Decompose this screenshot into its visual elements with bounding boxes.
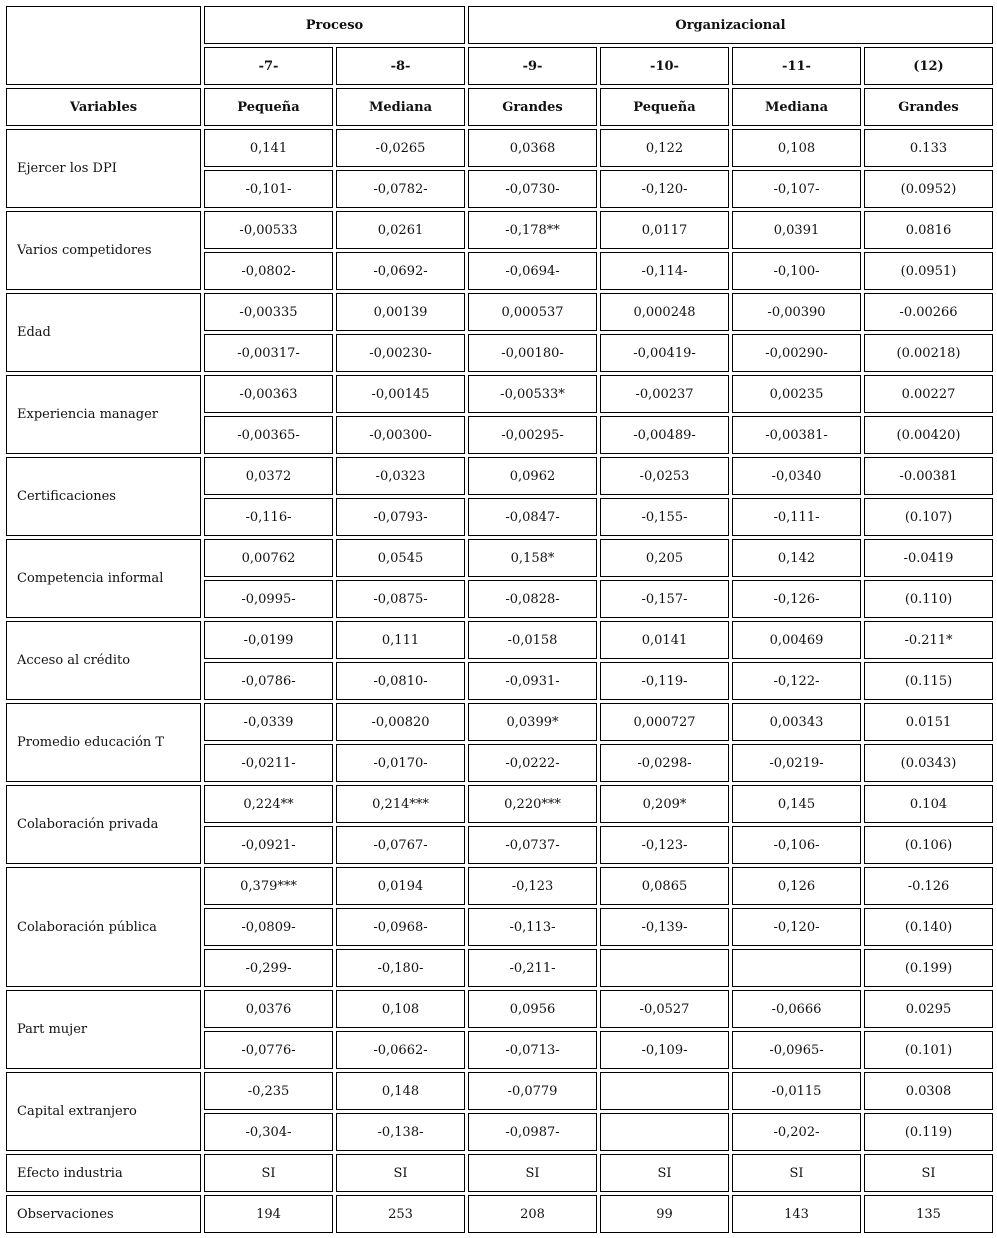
std-error-cell: -0,00365-	[204, 416, 333, 454]
variable-label: Part mujer	[6, 990, 201, 1069]
std-error-cell: -0,0802-	[204, 252, 333, 290]
std-error-cell: -0,0694-	[468, 252, 597, 290]
column-number-header: (12)	[864, 47, 993, 85]
std-error-cell: -0,00317-	[204, 334, 333, 372]
std-error-cell: (0.00420)	[864, 416, 993, 454]
table-row	[6, 129, 993, 167]
column-number-header: -9-	[468, 47, 597, 85]
variable-label: Acceso al crédito	[6, 621, 201, 700]
coefficient-cell	[600, 1072, 729, 1110]
variable-label: Colaboración privada	[6, 785, 201, 864]
coefficient-cell: -0.0419	[864, 539, 993, 577]
coefficient-cell: 0,0372	[204, 457, 333, 495]
coefficient-cell: 0,0962	[468, 457, 597, 495]
coefficient-cell: 0,0399*	[468, 703, 597, 741]
std-error-cell: -0,0730-	[468, 170, 597, 208]
table-row	[6, 1072, 993, 1110]
coefficient-cell: 135	[864, 1195, 993, 1233]
coefficient-cell: 0,0141	[600, 621, 729, 659]
std-error-cell: (0.0343)	[864, 744, 993, 782]
size-header: Mediana	[336, 88, 465, 126]
coefficient-cell: 0,00762	[204, 539, 333, 577]
variable-label: Observaciones	[6, 1195, 201, 1233]
std-error-cell: -0,0987-	[468, 1113, 597, 1151]
std-error-cell: -0,299-	[204, 949, 333, 987]
coefficient-cell: -0,00533	[204, 211, 333, 249]
coefficient-cell: -0,0158	[468, 621, 597, 659]
coefficient-cell: 0,000537	[468, 293, 597, 331]
coefficient-cell: 0,0545	[336, 539, 465, 577]
coefficient-cell: 0,214***	[336, 785, 465, 823]
variable-label: Efecto industria	[6, 1154, 201, 1192]
coefficient-cell: -0,00820	[336, 703, 465, 741]
table-row	[6, 211, 993, 249]
std-error-cell: -0,00381-	[732, 416, 861, 454]
std-error-cell: -0,0875-	[336, 580, 465, 618]
coefficient-cell: -0,0265	[336, 129, 465, 167]
variable-label: Edad	[6, 293, 201, 372]
coefficient-cell: 0.0816	[864, 211, 993, 249]
std-error-cell: (0.199)	[864, 949, 993, 987]
variable-label: Ejercer los DPI	[6, 129, 201, 208]
table-row	[6, 1154, 993, 1192]
std-error-cell: -0,0298-	[600, 744, 729, 782]
group-header-organizacional: Organizacional	[468, 6, 993, 44]
std-error-cell: -0,0786-	[204, 662, 333, 700]
coefficient-cell: -0,0253	[600, 457, 729, 495]
variable-label: Experiencia manager	[6, 375, 201, 454]
coefficient-cell: -0,00145	[336, 375, 465, 413]
coefficient-cell: 0,158*	[468, 539, 597, 577]
coefficient-cell: 0,0376	[204, 990, 333, 1028]
size-header: Pequeña	[600, 88, 729, 126]
coefficient-cell: 0.00227	[864, 375, 993, 413]
std-error-cell: -0,101-	[204, 170, 333, 208]
table-row	[6, 457, 993, 495]
coefficient-cell: 0,0117	[600, 211, 729, 249]
table-row	[6, 293, 993, 331]
coefficient-cell: 0,00343	[732, 703, 861, 741]
coefficient-cell: -0,0339	[204, 703, 333, 741]
coefficient-cell: 0,111	[336, 621, 465, 659]
coefficient-cell: 0,0194	[336, 867, 465, 905]
table-row	[6, 1195, 993, 1233]
coefficient-cell: -0,00363	[204, 375, 333, 413]
std-error-cell: -0,0219-	[732, 744, 861, 782]
coefficient-cell: 0,108	[336, 990, 465, 1028]
coefficient-cell: 253	[336, 1195, 465, 1233]
std-error-cell: -0,0828-	[468, 580, 597, 618]
variable-label: Competencia informal	[6, 539, 201, 618]
coefficient-cell: 0,000248	[600, 293, 729, 331]
std-error-cell: -0,00180-	[468, 334, 597, 372]
coefficient-cell: SI	[468, 1154, 597, 1192]
coefficient-cell: -0,0666	[732, 990, 861, 1028]
coefficient-cell: 0,148	[336, 1072, 465, 1110]
std-error-cell: -0,139-	[600, 908, 729, 946]
std-error-cell: -0,00290-	[732, 334, 861, 372]
coefficient-cell: 0,220***	[468, 785, 597, 823]
coefficient-cell: 0,0956	[468, 990, 597, 1028]
coefficient-cell: 0,0261	[336, 211, 465, 249]
coefficient-cell: -0,00237	[600, 375, 729, 413]
std-error-cell: -0,0222-	[468, 744, 597, 782]
std-error-cell: -0,0968-	[336, 908, 465, 946]
std-error-cell: -0,0809-	[204, 908, 333, 946]
variable-label: Varios competidores	[6, 211, 201, 290]
std-error-cell: -0,0211-	[204, 744, 333, 782]
header-size-row	[6, 88, 993, 126]
coefficient-cell: 208	[468, 1195, 597, 1233]
coefficient-cell: 0.0151	[864, 703, 993, 741]
coefficient-cell: SI	[204, 1154, 333, 1192]
std-error-cell: -0,119-	[600, 662, 729, 700]
coefficient-cell: -0.211*	[864, 621, 993, 659]
coefficient-cell: -0,0199	[204, 621, 333, 659]
coefficient-cell: 0,0368	[468, 129, 597, 167]
std-error-cell: -0,0713-	[468, 1031, 597, 1069]
std-error-cell: -0,109-	[600, 1031, 729, 1069]
coefficient-cell: 0,0865	[600, 867, 729, 905]
coefficient-cell: -0,0779	[468, 1072, 597, 1110]
coefficient-cell: 0,108	[732, 129, 861, 167]
std-error-cell	[600, 1113, 729, 1151]
std-error-cell: -0,0931-	[468, 662, 597, 700]
std-error-cell: -0,100-	[732, 252, 861, 290]
std-error-cell: -0,0662-	[336, 1031, 465, 1069]
std-error-cell: -0,00230-	[336, 334, 465, 372]
coefficient-cell: -0.00266	[864, 293, 993, 331]
std-error-cell: -0,122-	[732, 662, 861, 700]
std-error-cell: -0,0170-	[336, 744, 465, 782]
std-error-cell: -0,114-	[600, 252, 729, 290]
std-error-cell	[600, 949, 729, 987]
table-row	[6, 621, 993, 659]
std-error-cell: -0,116-	[204, 498, 333, 536]
coefficient-cell: SI	[732, 1154, 861, 1192]
table-row	[6, 539, 993, 577]
header-group-row	[6, 6, 993, 44]
coefficient-cell: 0,00469	[732, 621, 861, 659]
column-number-header: -10-	[600, 47, 729, 85]
size-header: Pequeña	[204, 88, 333, 126]
coefficient-cell: 0,145	[732, 785, 861, 823]
std-error-cell: -0,123-	[600, 826, 729, 864]
empty-corner-cell	[6, 6, 201, 85]
std-error-cell: -0,138-	[336, 1113, 465, 1151]
table-row	[6, 375, 993, 413]
coefficient-cell: 0,141	[204, 129, 333, 167]
std-error-cell: -0,157-	[600, 580, 729, 618]
coefficient-cell: -0,0323	[336, 457, 465, 495]
column-number-header: -11-	[732, 47, 861, 85]
std-error-cell: (0.106)	[864, 826, 993, 864]
coefficient-cell: 99	[600, 1195, 729, 1233]
coefficient-cell: -0,00335	[204, 293, 333, 331]
coefficient-cell: -0.00381	[864, 457, 993, 495]
column-number-header: -7-	[204, 47, 333, 85]
coefficient-cell: 0.0295	[864, 990, 993, 1028]
coefficient-cell: -0.126	[864, 867, 993, 905]
coefficient-cell: SI	[336, 1154, 465, 1192]
std-error-cell: (0.0951)	[864, 252, 993, 290]
coefficient-cell: 0,126	[732, 867, 861, 905]
std-error-cell: -0,155-	[600, 498, 729, 536]
std-error-cell: -0,202-	[732, 1113, 861, 1151]
column-number-header: -8-	[336, 47, 465, 85]
std-error-cell: -0,0995-	[204, 580, 333, 618]
coefficient-cell: 0,0391	[732, 211, 861, 249]
coefficient-cell: 0,000727	[600, 703, 729, 741]
std-error-cell: -0,00419-	[600, 334, 729, 372]
coefficient-cell: 0,142	[732, 539, 861, 577]
variable-label: Certificaciones	[6, 457, 201, 536]
coefficient-cell: 0,209*	[600, 785, 729, 823]
coefficient-cell: 0,00235	[732, 375, 861, 413]
coefficient-cell: 0,224**	[204, 785, 333, 823]
variable-label: Capital extranjero	[6, 1072, 201, 1151]
coefficient-cell: -0,235	[204, 1072, 333, 1110]
std-error-cell: -0,0692-	[336, 252, 465, 290]
std-error-cell: -0,0810-	[336, 662, 465, 700]
std-error-cell	[732, 949, 861, 987]
size-header: Mediana	[732, 88, 861, 126]
std-error-cell: -0,00489-	[600, 416, 729, 454]
coefficient-cell: -0,00533*	[468, 375, 597, 413]
coefficient-cell: 0.133	[864, 129, 993, 167]
regression-table	[3, 3, 996, 1236]
std-error-cell: (0.101)	[864, 1031, 993, 1069]
std-error-cell: -0,0782-	[336, 170, 465, 208]
std-error-cell: -0,0776-	[204, 1031, 333, 1069]
variable-label: Promedio educación T	[6, 703, 201, 782]
coefficient-cell: -0,0115	[732, 1072, 861, 1110]
coefficient-cell: -0,0340	[732, 457, 861, 495]
std-error-cell: -0,304-	[204, 1113, 333, 1151]
coefficient-cell: SI	[864, 1154, 993, 1192]
std-error-cell: -0,0737-	[468, 826, 597, 864]
coefficient-cell: SI	[600, 1154, 729, 1192]
std-error-cell: -0,0793-	[336, 498, 465, 536]
std-error-cell: (0.0952)	[864, 170, 993, 208]
coefficient-cell: 0.104	[864, 785, 993, 823]
std-error-cell: -0,0921-	[204, 826, 333, 864]
size-header: Grandes	[864, 88, 993, 126]
table-row	[6, 785, 993, 823]
variable-label: Colaboración pública	[6, 867, 201, 987]
std-error-cell: -0,111-	[732, 498, 861, 536]
coefficient-cell: -0,0527	[600, 990, 729, 1028]
std-error-cell: -0,107-	[732, 170, 861, 208]
std-error-cell: (0.107)	[864, 498, 993, 536]
std-error-cell: -0,00300-	[336, 416, 465, 454]
std-error-cell: -0,180-	[336, 949, 465, 987]
std-error-cell: (0.140)	[864, 908, 993, 946]
coefficient-cell: 0,379***	[204, 867, 333, 905]
std-error-cell: -0,00295-	[468, 416, 597, 454]
std-error-cell: -0,0965-	[732, 1031, 861, 1069]
variables-header: Variables	[6, 88, 201, 126]
table-row	[6, 867, 993, 905]
std-error-cell: (0.110)	[864, 580, 993, 618]
std-error-cell: -0,0767-	[336, 826, 465, 864]
coefficient-cell: 0,122	[600, 129, 729, 167]
coefficient-cell: 0.0308	[864, 1072, 993, 1110]
coefficient-cell: -0,178**	[468, 211, 597, 249]
group-header-proceso: Proceso	[204, 6, 465, 44]
std-error-cell: -0,120-	[600, 170, 729, 208]
std-error-cell: -0,0847-	[468, 498, 597, 536]
std-error-cell: -0,120-	[732, 908, 861, 946]
coefficient-cell: -0,00390	[732, 293, 861, 331]
table-row	[6, 990, 993, 1028]
table-row	[6, 703, 993, 741]
std-error-cell: (0.119)	[864, 1113, 993, 1151]
coefficient-cell: 194	[204, 1195, 333, 1233]
std-error-cell: -0,126-	[732, 580, 861, 618]
std-error-cell: -0,211-	[468, 949, 597, 987]
size-header: Grandes	[468, 88, 597, 126]
coefficient-cell: 143	[732, 1195, 861, 1233]
std-error-cell: (0.115)	[864, 662, 993, 700]
std-error-cell: -0,106-	[732, 826, 861, 864]
coefficient-cell: 0,205	[600, 539, 729, 577]
coefficient-cell: -0,123	[468, 867, 597, 905]
coefficient-cell: 0,00139	[336, 293, 465, 331]
std-error-cell: -0,113-	[468, 908, 597, 946]
std-error-cell: (0.00218)	[864, 334, 993, 372]
